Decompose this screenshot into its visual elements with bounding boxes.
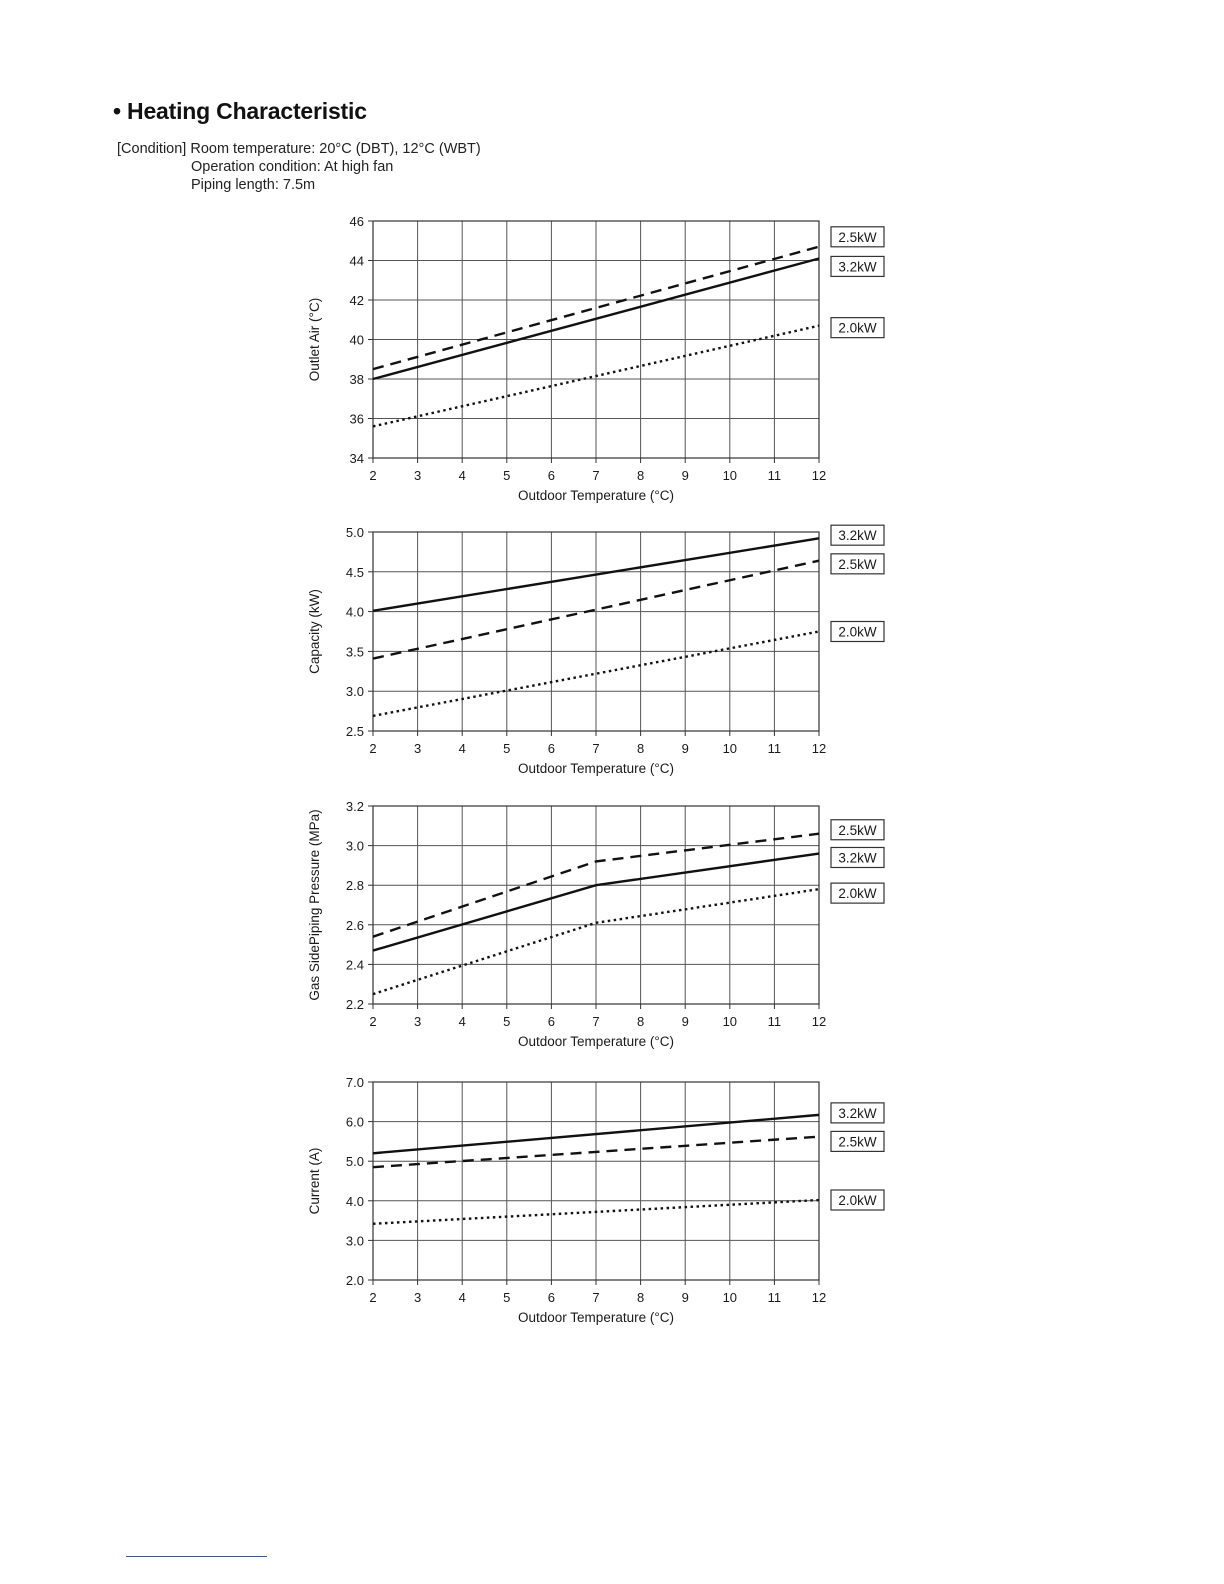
current-x-tick-label: 7: [592, 1290, 600, 1305]
capacity-x-tick-label: 8: [636, 741, 645, 756]
gas-pressure-y-tick-label: 2.8: [345, 878, 364, 894]
outlet-air-legend-2-5kw: [831, 227, 884, 247]
gas-pressure-y-tick-label: 2.2: [345, 997, 364, 1012]
gas-pressure-legend-label: 3.2kW: [838, 850, 877, 866]
footer-rule: [126, 1556, 267, 1557]
outlet-air-x-tick-label: 5: [503, 468, 511, 483]
gas-pressure-legend-label: 2.5kW: [838, 822, 877, 838]
outlet-air-x-tick-label: 11: [767, 468, 782, 483]
current-x-tick-label: 6: [547, 1290, 556, 1305]
current-y-tick-label: 2.0: [345, 1273, 364, 1288]
gas-pressure-x-tick-label: 2: [369, 1014, 377, 1029]
current-y-tick-label: 7.0: [345, 1075, 364, 1090]
gas-pressure-y-axis-label: Gas SidePiping Pressure (MPa): [307, 809, 322, 1001]
outlet-air-x-tick-label: 12: [811, 468, 827, 483]
outlet-air-legend-label: 2.0kW: [838, 320, 877, 336]
outlet-air-x-tick-label: 9: [681, 468, 689, 483]
current-x-tick-label: 4: [458, 1290, 466, 1305]
outlet-air-chart: [307, 214, 884, 503]
outlet-air-x-tick-label: 2: [369, 468, 377, 483]
capacity-x-tick-label: 9: [681, 741, 689, 756]
gas-pressure-x-axis-label: Outdoor Temperature (°C): [518, 1034, 674, 1049]
current-legend-label: 2.5kW: [838, 1134, 877, 1150]
gas-pressure-legend-3-2kw: [831, 847, 884, 867]
current-legend-2-0kw: [831, 1190, 884, 1210]
capacity-y-tick-label: 4.5: [345, 564, 364, 580]
condition-line-piping-length: Piping length: 7.5m: [191, 177, 316, 193]
outlet-air-legend-label: 3.2kW: [838, 259, 877, 275]
current-legend-3-2kw: [831, 1103, 884, 1123]
outlet-air-x-tick-label: 8: [636, 468, 645, 483]
capacity-x-tick-label: 6: [547, 741, 556, 756]
gas-pressure-y-tick-label: 2.6: [345, 917, 364, 933]
outlet-air-legend-2-0kw: [831, 318, 884, 338]
gas-pressure-legend-2-5kw: [831, 820, 884, 840]
gas-pressure-x-tick-label: 5: [503, 1014, 511, 1029]
capacity-chart: [307, 525, 884, 776]
capacity-legend-label: 2.0kW: [838, 624, 877, 640]
gas-pressure-x-tick-label: 12: [811, 1014, 827, 1029]
current-x-axis-label: Outdoor Temperature (°C): [518, 1310, 674, 1325]
current-legend-label: 3.2kW: [838, 1105, 877, 1121]
outlet-air-x-tick-label: 7: [592, 468, 600, 483]
current-x-tick-label: 11: [767, 1290, 782, 1305]
current-legend-label: 2.0kW: [838, 1193, 877, 1209]
outlet-air-x-tick-label: 10: [722, 468, 738, 483]
current-chart: [307, 1075, 884, 1325]
gas-pressure-y-tick-label: 3.0: [345, 838, 364, 854]
gas-pressure-legend-2-0kw: [831, 883, 884, 903]
outlet-air-legend-3-2kw: [831, 256, 884, 276]
outlet-air-legend-label: 2.5kW: [838, 229, 877, 245]
capacity-y-tick-label: 3.5: [345, 644, 364, 660]
current-x-tick-label: 5: [503, 1290, 511, 1305]
capacity-legend-2-5kw: [831, 554, 884, 574]
capacity-x-tick-label: 12: [811, 741, 827, 756]
gas-pressure-legend-label: 2.0kW: [838, 886, 877, 902]
capacity-x-tick-label: 2: [369, 741, 377, 756]
gas-pressure-x-tick-label: 4: [458, 1014, 466, 1029]
outlet-air-y-tick-label: 34: [349, 451, 364, 466]
current-x-tick-label: 8: [636, 1290, 645, 1305]
outlet-air-y-tick-label: 44: [349, 253, 364, 269]
capacity-x-tick-label: 5: [503, 741, 511, 756]
current-y-axis-label: Current (A): [307, 1147, 322, 1215]
current-y-tick-label: 5.0: [345, 1154, 364, 1170]
outlet-air-y-tick-label: 46: [349, 214, 364, 229]
outlet-air-y-tick-label: 42: [349, 293, 364, 308]
capacity-legend-label: 2.5kW: [838, 556, 877, 572]
outlet-air-y-tick-label: 36: [349, 411, 364, 427]
gas-pressure-chart: [307, 799, 884, 1049]
gas-pressure-x-tick-label: 3: [413, 1014, 422, 1029]
outlet-air-x-tick-label: 4: [458, 468, 466, 483]
current-x-tick-label: 12: [811, 1290, 827, 1305]
capacity-x-tick-label: 4: [458, 741, 466, 756]
gas-pressure-x-tick-label: 6: [547, 1014, 556, 1029]
capacity-x-tick-label: 11: [767, 741, 782, 756]
capacity-x-tick-label: 10: [722, 741, 738, 756]
outlet-air-y-tick-label: 40: [349, 332, 364, 348]
current-y-tick-label: 4.0: [345, 1193, 364, 1209]
capacity-y-tick-label: 5.0: [345, 525, 364, 540]
current-y-tick-label: 3.0: [345, 1233, 364, 1249]
gas-pressure-x-tick-label: 7: [592, 1014, 600, 1029]
capacity-y-tick-label: 3.0: [345, 684, 364, 700]
current-x-tick-label: 3: [413, 1290, 422, 1305]
current-x-tick-label: 9: [681, 1290, 689, 1305]
capacity-x-axis-label: Outdoor Temperature (°C): [518, 761, 674, 776]
capacity-legend-3-2kw: [831, 525, 884, 545]
current-y-tick-label: 6.0: [345, 1114, 364, 1130]
capacity-y-axis-label: Capacity (kW): [307, 589, 322, 674]
capacity-x-tick-label: 3: [413, 741, 422, 756]
outlet-air-x-tick-label: 6: [547, 468, 556, 483]
outlet-air-y-axis-label: Outlet Air (°C): [307, 297, 322, 382]
capacity-legend-2-0kw: [831, 622, 884, 642]
gas-pressure-y-tick-label: 3.2: [345, 799, 364, 814]
current-x-tick-label: 2: [369, 1290, 377, 1305]
current-x-tick-label: 10: [722, 1290, 738, 1305]
capacity-y-tick-label: 4.0: [345, 604, 364, 620]
current-legend-2-5kw: [831, 1131, 884, 1151]
outlet-air-y-tick-label: 38: [349, 372, 364, 387]
gas-pressure-x-tick-label: 10: [722, 1014, 738, 1029]
outlet-air-x-tick-label: 3: [413, 468, 422, 483]
gas-pressure-x-tick-label: 9: [681, 1014, 689, 1029]
capacity-legend-label: 3.2kW: [838, 528, 877, 544]
gas-pressure-y-tick-label: 2.4: [345, 957, 364, 973]
capacity-y-tick-label: 2.5: [345, 724, 364, 739]
condition-line-room-temperature: [Condition] Room temperature: 20°C (DBT), 12°C (WBT): [117, 141, 481, 157]
gas-pressure-x-tick-label: 8: [636, 1014, 645, 1029]
capacity-x-tick-label: 7: [592, 741, 600, 756]
outlet-air-x-axis-label: Outdoor Temperature (°C): [518, 488, 674, 503]
condition-line-operation: Operation condition: At high fan: [191, 159, 394, 175]
gas-pressure-x-tick-label: 11: [767, 1014, 782, 1029]
section-title: • Heating Characteristic: [113, 98, 367, 124]
